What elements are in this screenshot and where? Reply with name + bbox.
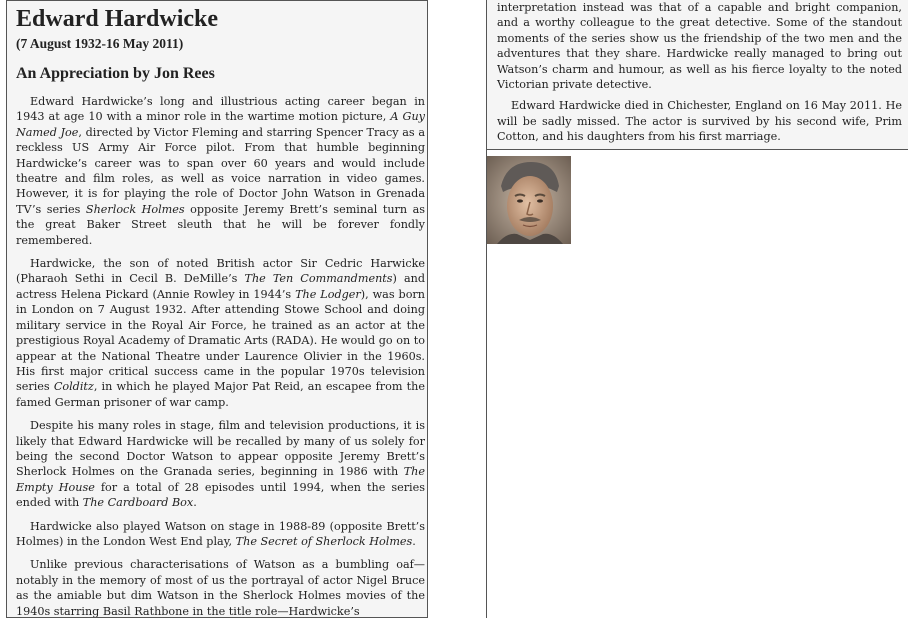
italic-title: Colditz xyxy=(53,380,94,394)
paragraph-text: . xyxy=(412,534,416,548)
article-body xyxy=(16,94,427,618)
paragraph-text: for a total of 28 episodes until 1994, when the series ended with xyxy=(16,480,425,510)
italic-title: The Empty House xyxy=(16,465,425,494)
paragraph-text: Hardwicke, the son of noted British actor Sir Cedric Harwicke (Pharaoh Sethi in Cecil B. DeMille’s xyxy=(16,257,425,286)
article-right-column xyxy=(486,0,908,618)
closing-paragraph: Edward Hardwicke died in Chichester, England on 16 May 2011. He will be sadly missed. The actor is survived by his second wife, Prim Cotton, and his daughters from his first marriage. xyxy=(497,99,902,144)
paragraph-text: ) and actress Helena Pickard (Annie Rowley in 1944’s xyxy=(16,272,425,301)
paragraph-text: Despite his many roles in stage, film and television productions, it is likely that Edward Hardwicke will be recalled by many of us solely for being the second Doctor Watson to appear opposite Jeremy Brett’s Sherlock Holmes on the Granada series, beginning in 1986 with xyxy=(16,419,425,479)
paragraph-text: , in which he played Major Pat Reid, an escapee from the famed German prisoner of war camp. xyxy=(16,380,425,409)
paragraph-text: Hardwicke also played Watson on stage in 1988-89 (opposite Brett’s Holmes) in the London West End play, xyxy=(16,519,425,548)
portrait-photo xyxy=(487,156,571,244)
paragraph-text: Unlike previous characterisations of Watson as a bumbling oaf—notably in the memory of most of us the portrayal of actor Nigel Bruce as the amiable but dim Watson in the Sherlock Holmes movies of the 1940s starring Basil Rathbone in the title role—Hardwicke’s xyxy=(16,558,425,618)
body-paragraph xyxy=(16,256,427,410)
italic-title: The Lodger xyxy=(295,287,361,301)
italic-title: The Cardboard Box xyxy=(82,496,194,510)
continuation-paragraph: interpretation instead was that of a capable and bright companion, and a worthy colleague to the great detective. Some of the standout moments of the series show us the friendship of the two men and the adventures that they share. Hardwicke really managed to bring out Watson’s charm and humour, as well as his fierce loyalty to the noted Victorian private detective. xyxy=(497,1,902,92)
italic-title: The Secret of Sherlock Holmes xyxy=(235,534,413,548)
paragraph-text: opposite Jeremy Brett’s seminal turn as the great Baker Street sleuth that he will be forever fondly remembered. xyxy=(16,202,426,247)
body-paragraph xyxy=(16,557,427,618)
article-continuation-block xyxy=(487,0,908,150)
italic-title: Sherlock Holmes xyxy=(85,202,185,216)
article-byline: An Appreciation by Jon Rees xyxy=(16,65,215,82)
body-paragraph xyxy=(16,418,427,510)
article-left-column xyxy=(6,0,428,618)
italic-title: The Ten Commandments xyxy=(244,272,393,286)
paragraph-text: . xyxy=(193,496,197,510)
body-paragraph xyxy=(16,519,427,550)
article-title: Edward Hardwicke xyxy=(16,6,219,32)
body-paragraph xyxy=(16,94,427,248)
italic-title: A Guy Named Joe xyxy=(16,110,425,139)
article-dates: (7 August 1932-16 May 2011) xyxy=(16,36,184,51)
paragraph-text: , directed by Victor Fleming and starring Spencer Tracy as a reckless US Army Air Force pilot. From that humble beginning Hardwicke’s career was to span over 60 years and would include theatre and film roles, as well as voice narration in video games. However, it is for playing the role of Doctor John Watson in Grenada TV’s series xyxy=(16,125,425,216)
paragraph-text: ), was born in London on 7 August 1932. After attending Stowe School and doing military service in the Royal Air Force, he trained as an actor at the prestigious Royal Academy of Dramatic Arts (RADA). He would go on to appear at the National Theatre under Laurence Olivier in the 1960s. His first major critical success came in the popular 1970s television series xyxy=(16,287,425,394)
paragraph-text: Edward Hardwicke’s long and illustrious acting career began in 1943 at age 10 with a minor role in the wartime motion picture, xyxy=(16,95,425,124)
